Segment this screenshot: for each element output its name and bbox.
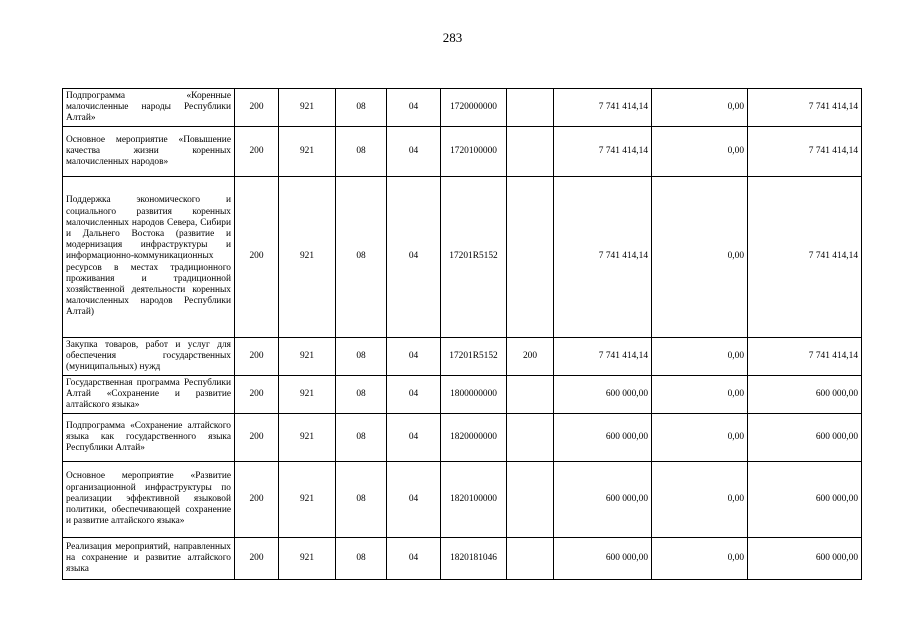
cell-expense-type: 200 xyxy=(507,338,554,376)
table-row xyxy=(63,177,862,338)
cell-section: 08 xyxy=(336,462,387,538)
cell-target-article: 17201R5152 xyxy=(441,338,507,376)
cell-subsection: 04 xyxy=(387,338,441,376)
cell-expense-type xyxy=(507,177,554,338)
cell-target-article: 1820181046 xyxy=(441,538,507,580)
cell-amount-federal: 0,00 xyxy=(652,414,748,462)
cell-amount-total: 600 000,00 xyxy=(554,538,652,580)
cell-amount-total: 600 000,00 xyxy=(554,414,652,462)
budget-table xyxy=(62,88,862,580)
row-name: Основное мероприятие «Повышение качества жизни коренных малочисленных народов» xyxy=(63,127,235,177)
cell-amount-federal: 0,00 xyxy=(652,89,748,127)
cell-section: 08 xyxy=(336,376,387,414)
cell-ministry: 200 xyxy=(235,414,279,462)
cell-expense-type xyxy=(507,127,554,177)
cell-ministry: 200 xyxy=(235,338,279,376)
cell-amount-regional: 600 000,00 xyxy=(748,538,862,580)
cell-target-article: 1720100000 xyxy=(441,127,507,177)
cell-amount-total: 600 000,00 xyxy=(554,376,652,414)
table-row xyxy=(63,414,862,462)
cell-amount-total: 7 741 414,14 xyxy=(554,89,652,127)
row-name: Государственная программа Республики Алтай «Сохранение и развитие алтайского языка» xyxy=(63,376,235,414)
cell-amount-regional: 600 000,00 xyxy=(748,376,862,414)
cell-amount-federal: 0,00 xyxy=(652,177,748,338)
table-row xyxy=(63,338,862,376)
cell-ministry: 200 xyxy=(235,462,279,538)
table-row xyxy=(63,376,862,414)
cell-amount-regional: 7 741 414,14 xyxy=(748,89,862,127)
cell-amount-regional: 600 000,00 xyxy=(748,462,862,538)
cell-amount-federal: 0,00 xyxy=(652,338,748,376)
cell-amount-total: 600 000,00 xyxy=(554,462,652,538)
cell-amount-regional: 7 741 414,14 xyxy=(748,177,862,338)
cell-expense-type xyxy=(507,538,554,580)
cell-department: 921 xyxy=(279,538,336,580)
cell-department: 921 xyxy=(279,177,336,338)
cell-target-article: 1820000000 xyxy=(441,414,507,462)
cell-department: 921 xyxy=(279,338,336,376)
table-row xyxy=(63,538,862,580)
cell-department: 921 xyxy=(279,376,336,414)
cell-amount-regional: 7 741 414,14 xyxy=(748,127,862,177)
cell-ministry: 200 xyxy=(235,127,279,177)
cell-subsection: 04 xyxy=(387,462,441,538)
cell-section: 08 xyxy=(336,89,387,127)
cell-ministry: 200 xyxy=(235,177,279,338)
table-row xyxy=(63,89,862,127)
cell-section: 08 xyxy=(336,177,387,338)
row-name: Поддержка экономического и социального развития коренных малочисленных народов Севера, Сибири и Дальнего Востока (развитие и модернизация инфраструктуры и информационно-коммуникационных ресурсов в местах традиционного проживания и традиционной хозяйственной деятельности коренных малочисленных народов Республики Алтай) xyxy=(63,177,235,338)
cell-amount-federal: 0,00 xyxy=(652,127,748,177)
cell-department: 921 xyxy=(279,89,336,127)
row-name: Основное мероприятие «Развитие организационной инфраструктуры по реализации эффективной языковой политики, обеспечивающей сохранение и развитие алтайского языка» xyxy=(63,462,235,538)
cell-expense-type xyxy=(507,462,554,538)
cell-subsection: 04 xyxy=(387,89,441,127)
cell-subsection: 04 xyxy=(387,538,441,580)
cell-section: 08 xyxy=(336,414,387,462)
table-row xyxy=(63,462,862,538)
cell-expense-type xyxy=(507,376,554,414)
cell-subsection: 04 xyxy=(387,127,441,177)
cell-amount-regional: 7 741 414,14 xyxy=(748,338,862,376)
cell-target-article: 17201R5152 xyxy=(441,177,507,338)
cell-amount-federal: 0,00 xyxy=(652,376,748,414)
cell-section: 08 xyxy=(336,127,387,177)
cell-ministry: 200 xyxy=(235,89,279,127)
cell-amount-federal: 0,00 xyxy=(652,538,748,580)
cell-expense-type xyxy=(507,89,554,127)
cell-ministry: 200 xyxy=(235,376,279,414)
row-name: Закупка товаров, работ и услуг для обеспечения государственных (муниципальных) нужд xyxy=(63,338,235,376)
cell-department: 921 xyxy=(279,462,336,538)
cell-target-article: 1800000000 xyxy=(441,376,507,414)
cell-section: 08 xyxy=(336,338,387,376)
row-name: Реализация мероприятий, направленных на сохранение и развитие алтайского языка xyxy=(63,538,235,580)
cell-amount-total: 7 741 414,14 xyxy=(554,177,652,338)
cell-expense-type xyxy=(507,414,554,462)
cell-amount-total: 7 741 414,14 xyxy=(554,338,652,376)
table-row xyxy=(63,127,862,177)
cell-amount-regional: 600 000,00 xyxy=(748,414,862,462)
row-name: Подпрограмма «Коренные малочисленные народы Республики Алтай» xyxy=(63,89,235,127)
cell-amount-total: 7 741 414,14 xyxy=(554,127,652,177)
cell-department: 921 xyxy=(279,127,336,177)
cell-subsection: 04 xyxy=(387,177,441,338)
cell-section: 08 xyxy=(336,538,387,580)
row-name: Подпрограмма «Сохранение алтайского языка как государственного языка Республики Алтай» xyxy=(63,414,235,462)
cell-subsection: 04 xyxy=(387,414,441,462)
page-number: 283 xyxy=(442,30,463,45)
cell-target-article: 1720000000 xyxy=(441,89,507,127)
cell-ministry: 200 xyxy=(235,538,279,580)
cell-subsection: 04 xyxy=(387,376,441,414)
cell-department: 921 xyxy=(279,414,336,462)
cell-target-article: 1820100000 xyxy=(441,462,507,538)
cell-amount-federal: 0,00 xyxy=(652,462,748,538)
